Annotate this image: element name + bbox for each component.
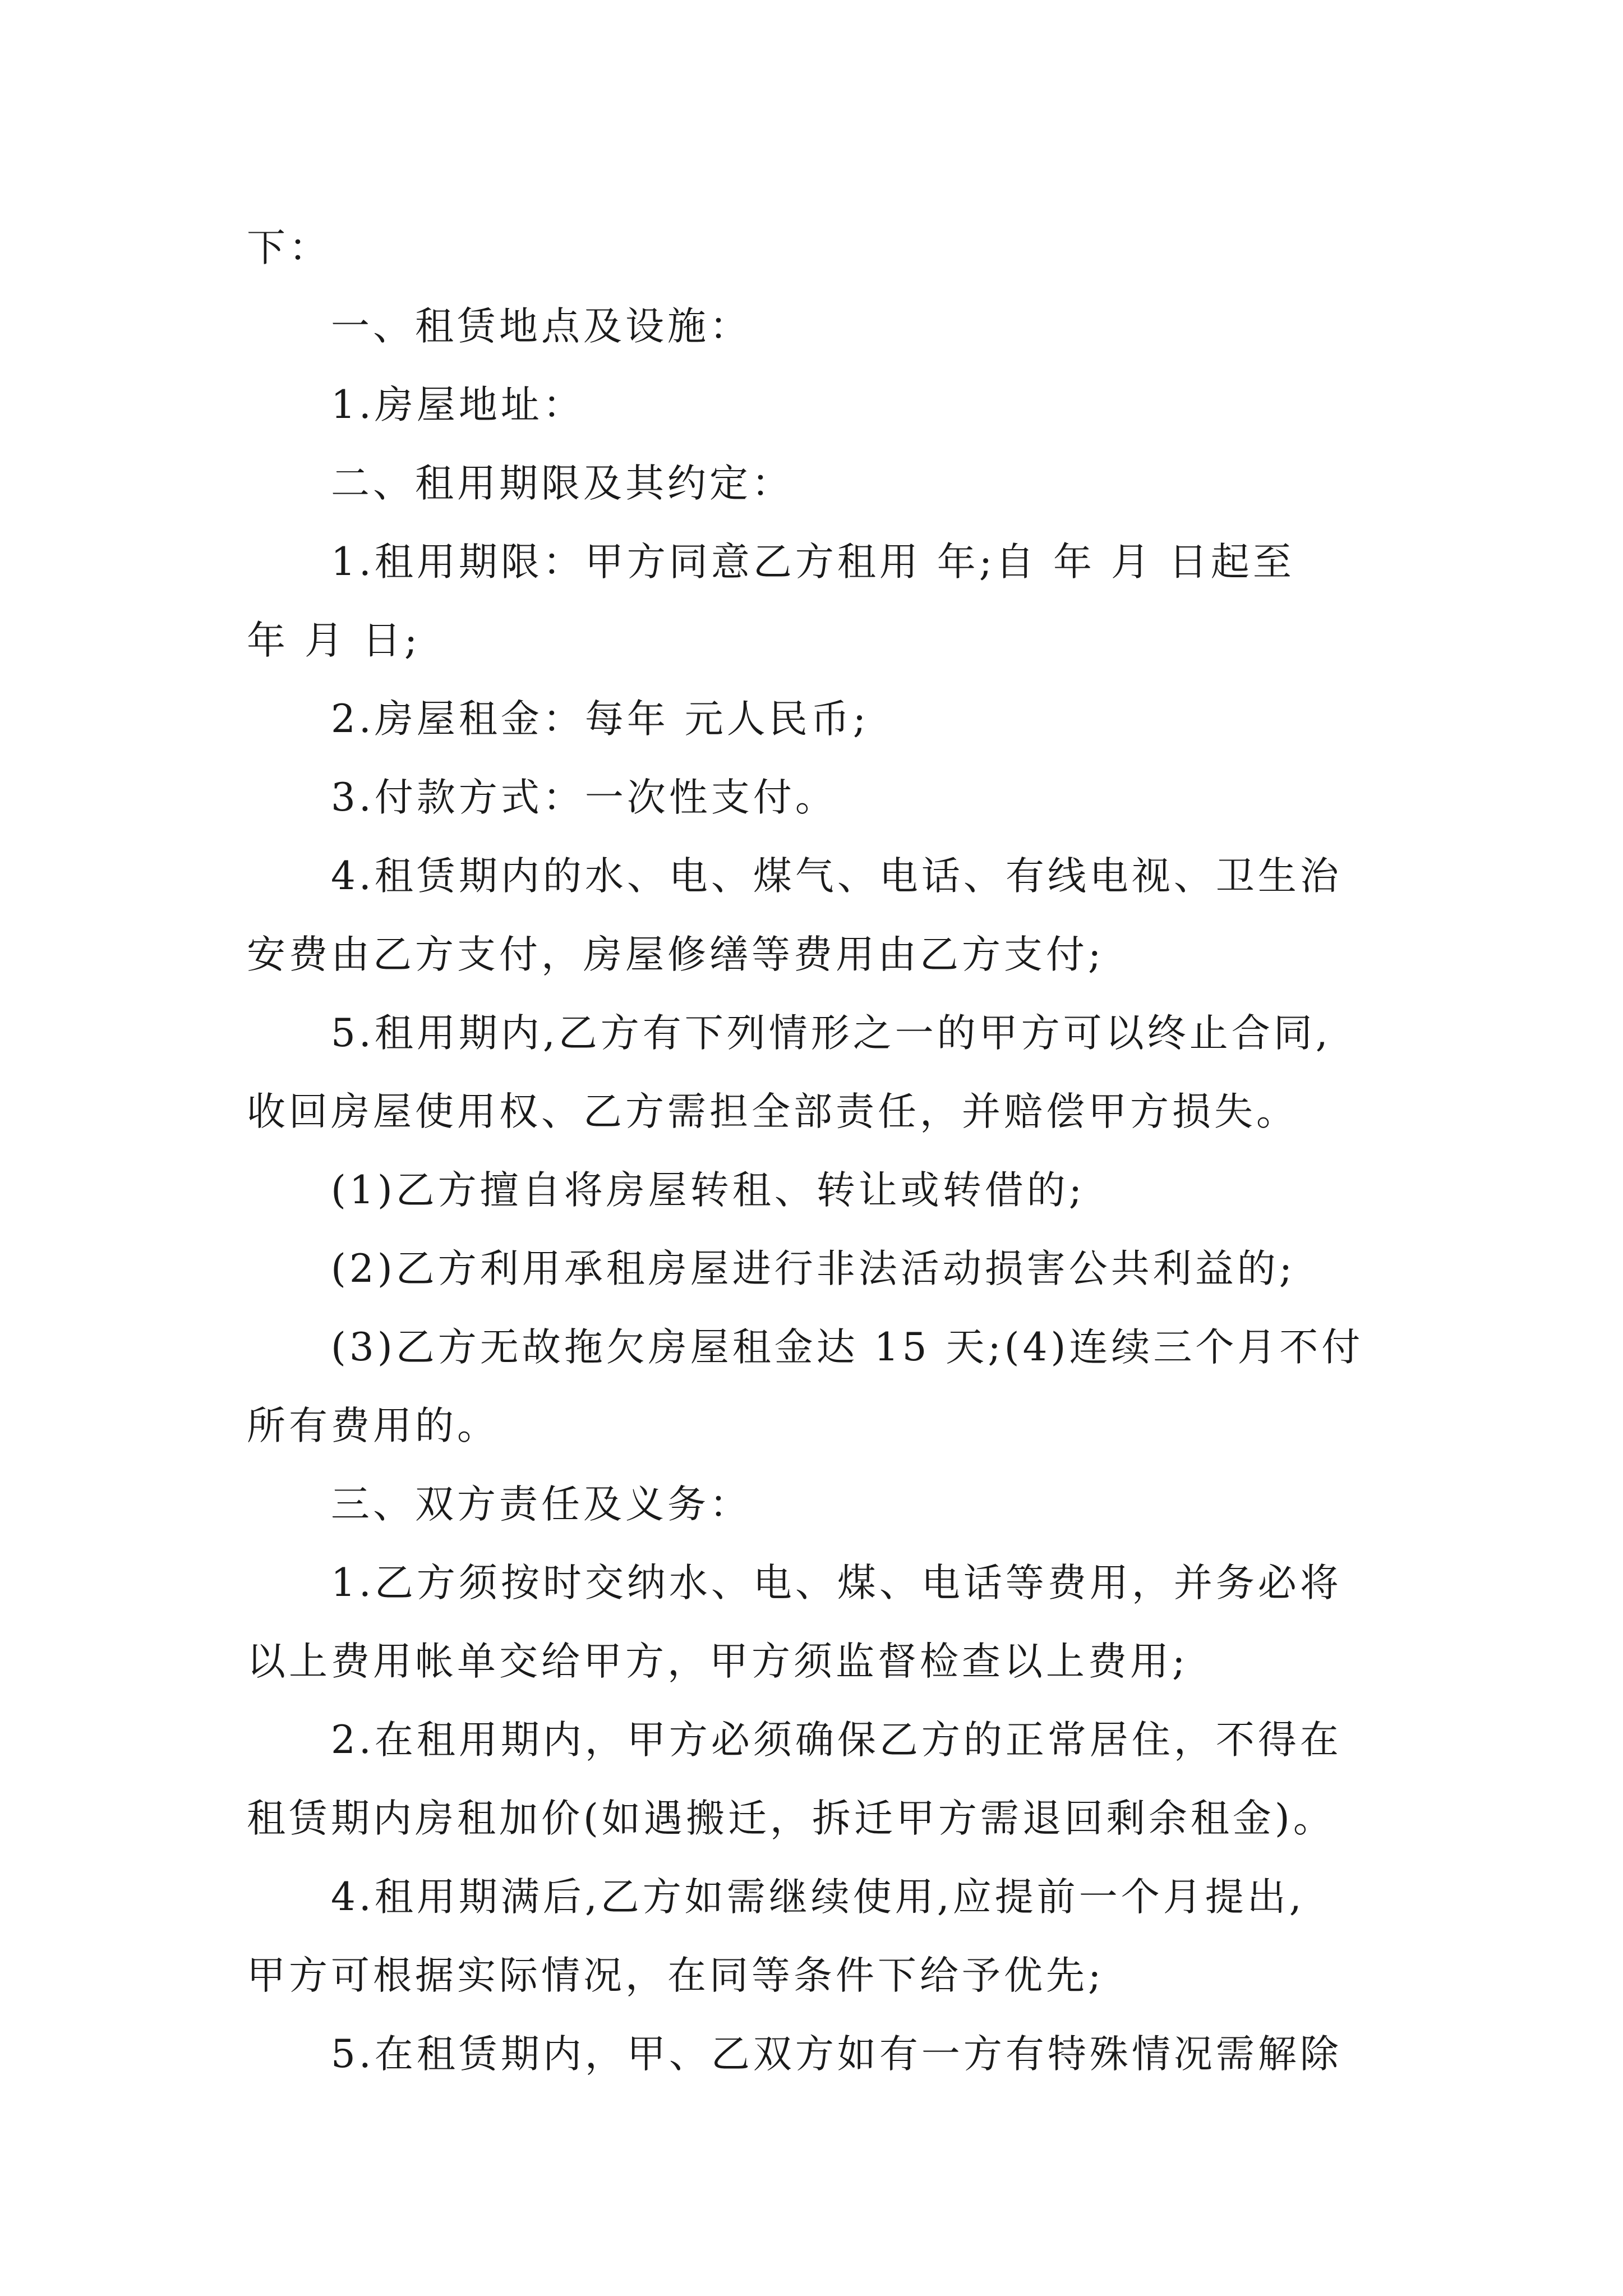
clause-term-cont: 年 月 日; [247, 618, 421, 663]
section-heading-2: 二、租用期限及其约定： [331, 461, 794, 506]
contract-text [247, 209, 1385, 2093]
sub-clause-1: (1)乙方擅自将房屋转租、转让或转借的; [331, 1168, 1085, 1213]
sub-clause-3-4: (3)乙方无故拖欠房屋租金达 15 天;(4)连续三个月不付 [331, 1325, 1364, 1370]
line-continuation: 下： [247, 226, 331, 270]
sub-clause-2: (2)乙方利用承租房屋进行非法活动损害公共利益的; [331, 1246, 1295, 1291]
clause-address: 1.房屋地址： [331, 383, 585, 427]
duty-1-cont: 以上费用帐单交给甲方，甲方须监督检查以上费用; [247, 1639, 1189, 1684]
duty-5: 5.在租赁期内，甲、乙双方如有一方有特殊情况需解除 [331, 2032, 1342, 2077]
clause-utilities: 4.租赁期内的水、电、煤气、电话、有线电视、卫生治 [331, 854, 1342, 899]
clause-termination-cont: 收回房屋使用权、乙方需担全部责任，并赔偿甲方损失。 [247, 1089, 1298, 1134]
duty-1: 1.乙方须按时交纳水、电、煤、电话等费用，并务必将 [331, 1561, 1342, 1605]
clause-termination: 5.租用期内,乙方有下列情形之一的甲方可以终止合同, [331, 1011, 1331, 1056]
clause-rent: 2.房屋租金：每年 元人民币; [331, 697, 870, 742]
duty-4-cont: 甲方可根据实际情况，在同等条件下给予优先; [247, 1953, 1105, 1998]
clause-payment: 3.付款方式：一次性支付。 [331, 775, 837, 820]
duty-4: 4.租用期满后,乙方如需继续使用,应提前一个月提出, [331, 1875, 1305, 1920]
duty-2-cont: 租赁期内房租加价(如遇搬迁，拆迁甲方需退回剩余租金)。 [247, 1796, 1335, 1841]
section-heading-3: 三、双方责任及义务： [331, 1482, 751, 1527]
clause-utilities-cont: 安费由乙方支付，房屋修缮等费用由乙方支付; [247, 932, 1105, 977]
clause-term: 1.租用期限：甲方同意乙方租用 年;自 年 月 日起至 [331, 540, 1295, 585]
duty-2: 2.在租用期内，甲方必须确保乙方的正常居住，不得在 [331, 1718, 1342, 1763]
section-heading-1: 一、租赁地点及设施： [331, 304, 751, 349]
sub-clause-3-4-cont: 所有费用的。 [247, 1404, 499, 1448]
